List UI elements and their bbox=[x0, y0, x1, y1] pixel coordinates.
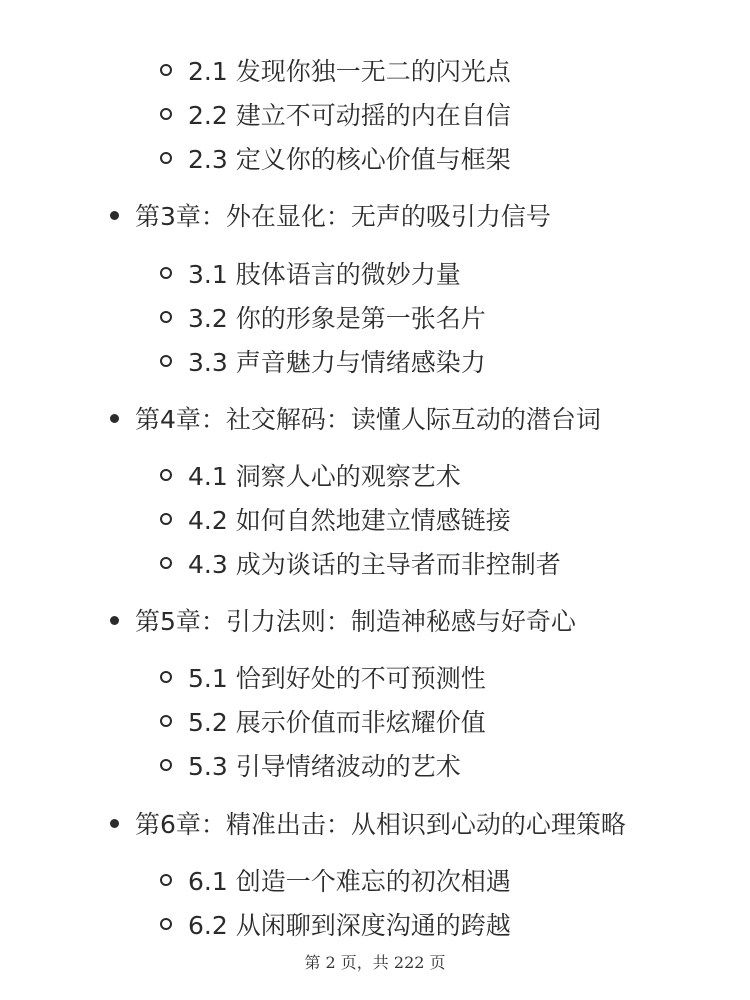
filled-bullet-icon bbox=[110, 414, 119, 423]
subsection-label: 4.1 洞察人心的观察艺术 bbox=[188, 462, 461, 491]
toc-subsection-4-1 bbox=[160, 455, 461, 495]
toc-subsection-2-2 bbox=[160, 94, 511, 134]
filled-bullet-icon bbox=[110, 211, 119, 220]
toc-subsection-5-2 bbox=[160, 701, 486, 741]
subsection-label: 3.3 声音魅力与情绪感染力 bbox=[188, 348, 486, 377]
subsection-label: 2.1 发现你独一无二的闪光点 bbox=[188, 57, 511, 86]
toc-subsection-5-3 bbox=[160, 745, 461, 785]
subsection-label: 5.2 展示价值而非炫耀价值 bbox=[188, 708, 486, 737]
filled-bullet-icon bbox=[110, 819, 119, 828]
subsection-label: 2.2 建立不可动摇的内在自信 bbox=[188, 101, 511, 130]
hollow-bullet-icon bbox=[160, 64, 172, 76]
toc-subsection-2-3 bbox=[160, 138, 511, 178]
hollow-bullet-icon bbox=[160, 355, 172, 367]
hollow-bullet-icon bbox=[160, 918, 172, 930]
hollow-bullet-icon bbox=[160, 267, 172, 279]
hollow-bullet-icon bbox=[160, 469, 172, 481]
chapter-title: 第5章：引力法则：制造神秘感与好奇心 bbox=[135, 607, 576, 636]
toc-subsection-4-2 bbox=[160, 499, 511, 539]
hollow-bullet-icon bbox=[160, 671, 172, 683]
filled-bullet-icon bbox=[110, 616, 119, 625]
hollow-bullet-icon bbox=[160, 557, 172, 569]
toc-subsection-3-2 bbox=[160, 297, 486, 337]
toc-subsection-6-1 bbox=[160, 860, 511, 900]
hollow-bullet-icon bbox=[160, 311, 172, 323]
hollow-bullet-icon bbox=[160, 759, 172, 771]
toc-subsection-6-2 bbox=[160, 904, 511, 944]
toc-subsection-2-1 bbox=[160, 50, 511, 90]
toc-subsection-3-1 bbox=[160, 253, 461, 293]
subsection-label: 3.2 你的形象是第一张名片 bbox=[188, 304, 486, 333]
hollow-bullet-icon bbox=[160, 152, 172, 164]
hollow-bullet-icon bbox=[160, 715, 172, 727]
subsection-label: 6.2 从闲聊到深度沟通的跨越 bbox=[188, 911, 511, 940]
subsection-label: 4.3 成为谈话的主导者而非控制者 bbox=[188, 550, 561, 579]
chapter-title: 第4章：社交解码：读懂人际互动的潜台词 bbox=[135, 405, 601, 434]
toc-chapter-4 bbox=[110, 396, 601, 440]
toc-chapter-3 bbox=[110, 193, 551, 237]
hollow-bullet-icon bbox=[160, 513, 172, 525]
toc-chapter-5 bbox=[110, 598, 576, 642]
toc-subsection-3-3 bbox=[160, 341, 486, 381]
toc-chapter-6 bbox=[110, 801, 626, 845]
subsection-label: 4.2 如何自然地建立情感链接 bbox=[188, 506, 511, 535]
chapter-title: 第6章：精准出击：从相识到心动的心理策略 bbox=[135, 810, 626, 839]
page-number-footer: 第 2 页，共 222 页 bbox=[304, 953, 446, 972]
subsection-label: 6.1 创造一个难忘的初次相遇 bbox=[188, 867, 511, 896]
toc-subsection-4-3 bbox=[160, 543, 561, 583]
hollow-bullet-icon bbox=[160, 108, 172, 120]
subsection-label: 5.1 恰到好处的不可预测性 bbox=[188, 664, 486, 693]
toc-subsection-5-1 bbox=[160, 657, 486, 697]
subsection-label: 5.3 引导情绪波动的艺术 bbox=[188, 752, 461, 781]
subsection-label: 2.3 定义你的核心价值与框架 bbox=[188, 145, 511, 174]
subsection-label: 3.1 肢体语言的微妙力量 bbox=[188, 260, 461, 289]
chapter-title: 第3章：外在显化：无声的吸引力信号 bbox=[135, 202, 551, 231]
hollow-bullet-icon bbox=[160, 874, 172, 886]
